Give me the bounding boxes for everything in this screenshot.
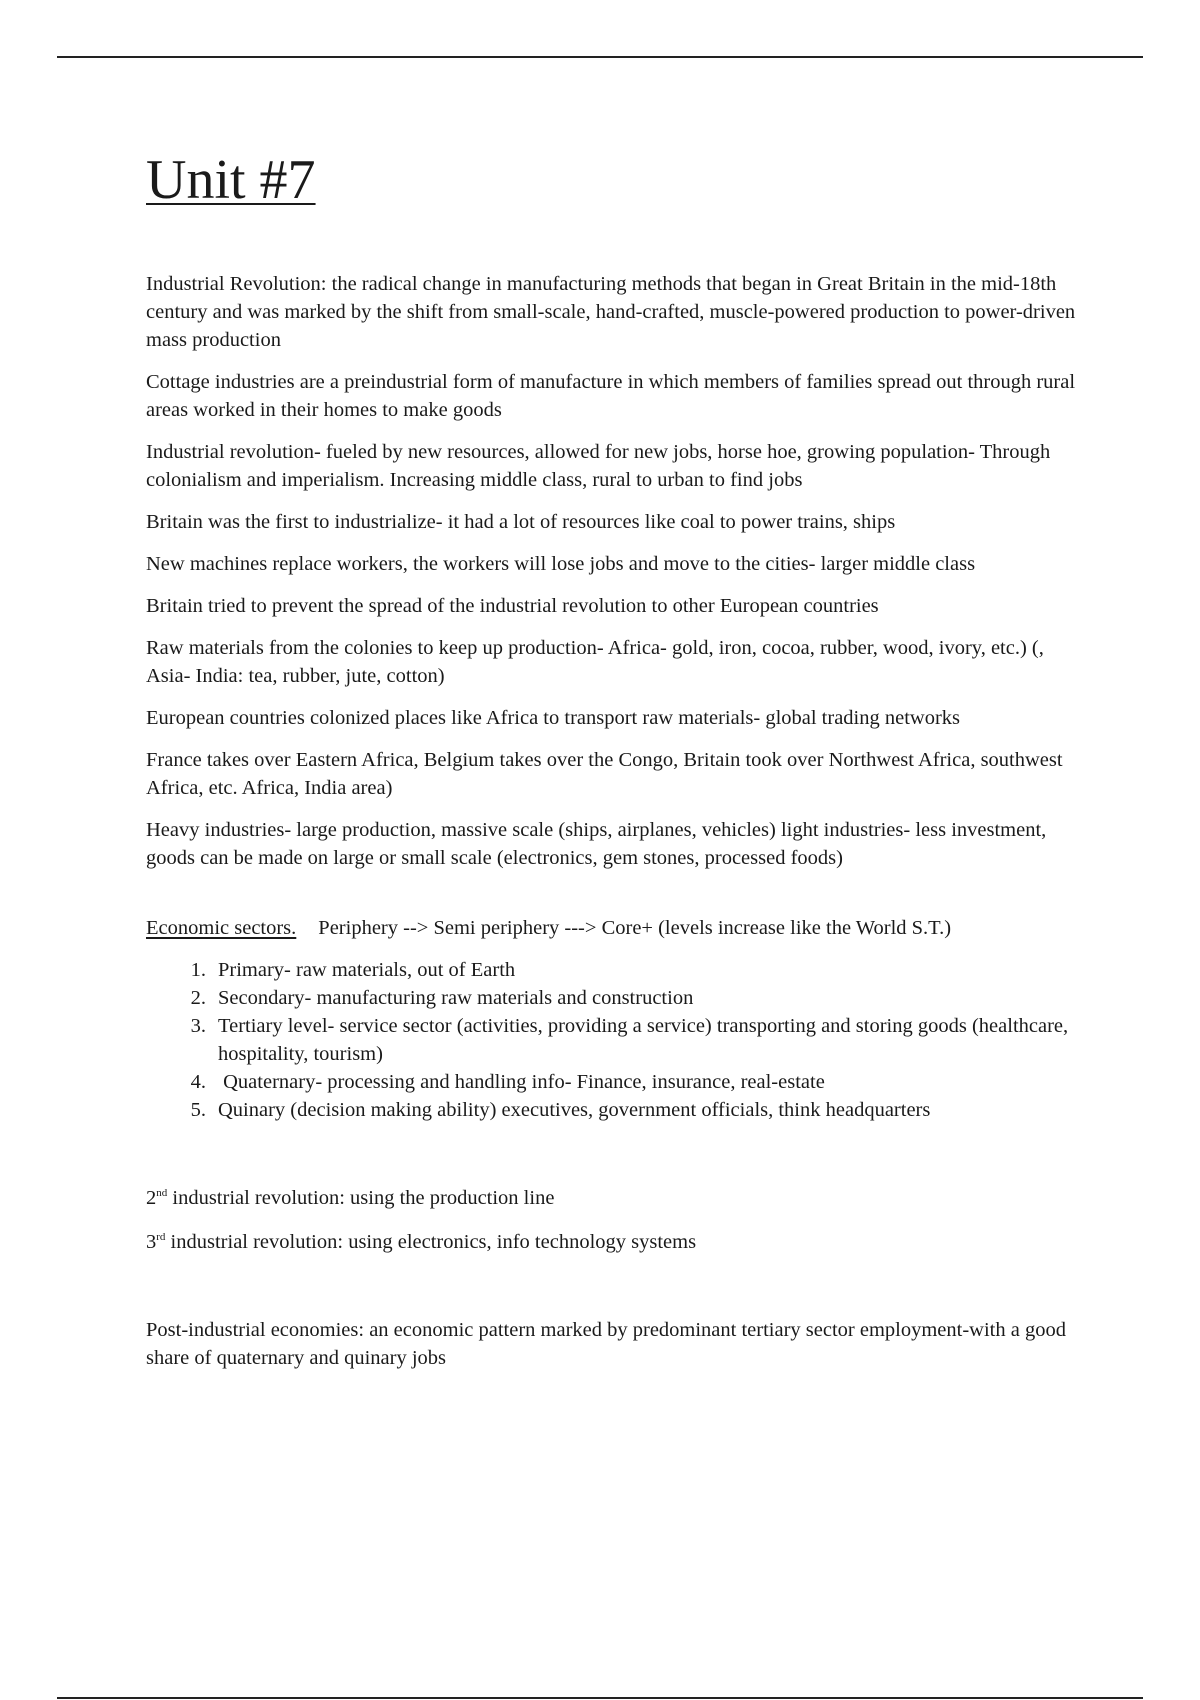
ordinal-suffix: rd bbox=[156, 1231, 166, 1243]
list-item-number: 3. bbox=[190, 1015, 206, 1037]
paragraph-colonial-takeovers: France takes over Eastern Africa, Belgium takes over the Congo, Britain took over Northwest Africa, southwest Africa, etc. Africa, India area) bbox=[146, 749, 1063, 799]
ordinal-suffix: nd bbox=[156, 1187, 168, 1199]
document-body bbox=[146, 148, 1076, 1372]
list-item bbox=[146, 1068, 1076, 1096]
paragraph-britain-prevent-spread: Britain tried to prevent the spread of the industrial revolution to other European countries bbox=[146, 595, 879, 617]
notes-section bbox=[146, 270, 1076, 872]
list-item-text: Primary- raw materials, out of Earth bbox=[218, 959, 516, 981]
paragraph-britain-first: Britain was the first to industrialize- it had a lot of resources like coal to power trains, ships bbox=[146, 511, 896, 533]
paragraph-new-machines: New machines replace workers, the workers will lose jobs and move to the cities- larger middle class bbox=[146, 553, 976, 575]
list-item bbox=[146, 984, 1076, 1012]
ordinal-number: 2 bbox=[146, 1187, 157, 1209]
list-item bbox=[146, 1012, 1076, 1068]
paragraph-industrial-revolution-fuel: Industrial revolution- fueled by new resources, allowed for new jobs, horse hoe, growing population- Through colonialism and imperialism. Increasing middle class, rural to urban to find jobs bbox=[146, 441, 1051, 491]
second-industrial-revolution bbox=[146, 1184, 1076, 1212]
paragraph-post-industrial: Post-industrial economies: an economic pattern marked by predominant tertiary sector employment-with a good share of quaternary and quinary jobs bbox=[146, 1319, 1066, 1369]
list-item-text: Quaternary- processing and handling info- Finance, insurance, real-estate bbox=[218, 1071, 825, 1093]
page-title: Unit #7 bbox=[146, 149, 316, 211]
bottom-divider bbox=[57, 1697, 1143, 1699]
revolution-text: industrial revolution: using electronics, info technology systems bbox=[165, 1231, 697, 1253]
list-item bbox=[146, 956, 1076, 984]
list-item-number: 5. bbox=[190, 1099, 206, 1121]
paragraph-industrial-revolution-definition: Industrial Revolution: the radical change in manufacturing methods that began in Great Britain in the mid-18th century and was marked by the shift from small-scale, hand-crafted, muscle-powered production to power-driven mass production bbox=[146, 273, 1076, 351]
list-item-text: Secondary- manufacturing raw materials and construction bbox=[218, 987, 694, 1009]
top-divider bbox=[57, 56, 1143, 58]
list-item-text: Quinary (decision making ability) executives, government officials, think headquarters bbox=[218, 1099, 931, 1121]
sector-list bbox=[146, 956, 1076, 1124]
paragraph-heavy-light-industries: Heavy industries- large production, massive scale (ships, airplanes, vehicles) light industries- less investment, goods can be made on large or small scale (electronics, gem stones, processed foods) bbox=[146, 819, 1047, 869]
list-item bbox=[146, 1096, 1076, 1124]
economic-sectors-heading bbox=[146, 914, 1076, 942]
list-item-text: Tertiary level- service sector (activities, providing a service) transporting and storing goods (healthcare, hospitality, tourism) bbox=[218, 1015, 1069, 1065]
list-item-number: 1. bbox=[190, 959, 206, 981]
ordinal-number: 3 bbox=[146, 1231, 157, 1253]
third-industrial-revolution bbox=[146, 1228, 1076, 1256]
paragraph-european-colonization: European countries colonized places like Africa to transport raw materials- global trading networks bbox=[146, 707, 961, 729]
list-item-number: 4. bbox=[190, 1071, 206, 1093]
paragraph-cottage-industries: Cottage industries are a preindustrial form of manufacture in which members of families spread out through rural areas worked in their homes to make goods bbox=[146, 371, 1076, 421]
paragraph-raw-materials: Raw materials from the colonies to keep up production- Africa- gold, iron, cocoa, rubber, wood, ivory, etc.) (, Asia- India: tea, rubber, jute, cotton) bbox=[146, 637, 1044, 687]
revolutions-section bbox=[146, 1184, 1076, 1256]
economic-sectors-flow: Periphery --> Semi periphery ---> Core+ (levels increase like the World S.T.) bbox=[318, 917, 952, 939]
economic-sectors-label: Economic sectors. bbox=[146, 917, 297, 939]
list-item-number: 2. bbox=[190, 987, 206, 1009]
revolution-text: industrial revolution: using the production line bbox=[167, 1187, 555, 1209]
